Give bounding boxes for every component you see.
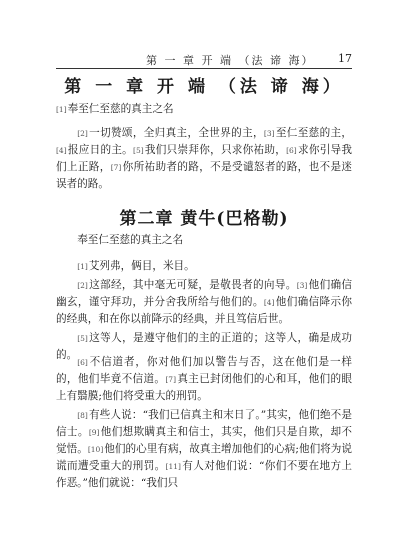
verse-number: [5]: [133, 146, 144, 155]
verse-text: 艾列弗，俩目，米目。: [88, 260, 195, 272]
verse-paragraph-2: [56, 277, 352, 328]
verse-text: 他们想欺瞒真主和信士，其实，他们只是自欺，却不觉悟。: [56, 426, 352, 455]
verse-text: 我们只崇拜你，只求你祐助，: [144, 144, 287, 156]
verse-paragraph-5: [56, 407, 352, 492]
verse-number: [2]: [77, 281, 88, 290]
verse-number: [6]: [286, 146, 297, 155]
running-header-title: 第 一 章 开 端 （法 谛 海）: [146, 54, 315, 67]
verse-text: 你所祐助者的路，不是受谴怒者的路，也不是迷误者的路。: [56, 161, 352, 190]
verse-text: 有些人说：“我们已信真主和末日了。”其实，他们绝不是信士。: [56, 409, 352, 438]
verse-text: 这部经，其中毫无可疑，是敬畏者的向导。: [88, 279, 297, 291]
verse-text: 真主已封闭他们的心和耳，他们的眼上有翳膜;他们将受重大的刑罚。: [56, 373, 352, 402]
verse-number: [4]: [263, 298, 275, 307]
verse-number: [2]: [77, 129, 88, 138]
verse-number: [9]: [88, 428, 100, 437]
verse-number: [10]: [87, 445, 104, 454]
verse-text: 求你引导我们上正路，: [56, 144, 353, 173]
chapter-1-basmala: [56, 101, 352, 118]
verse-text: 这等人，是遵守他们的主的正道的；这等人，确是成功的。: [56, 332, 352, 361]
page-number: 17: [338, 52, 352, 65]
verse-text: 奉至仁至慈的真主之名: [67, 103, 174, 115]
running-header: [56, 52, 352, 69]
verse-paragraph-1: [56, 258, 352, 275]
chapter-2-basmala: 奉至仁至慈的真主之名: [77, 234, 184, 246]
verse-number: [4]: [56, 146, 67, 155]
verse-number: [3]: [263, 129, 275, 138]
verse-number: [8]: [77, 411, 88, 420]
verse-number: [7]: [165, 375, 176, 384]
verse-text: 一切赞颂，全归真主，全世界的主，: [88, 127, 264, 139]
verse-text: 不信道者，你对他们加以警告与否，这在他们是一样的，他们毕竟不信道。: [56, 356, 352, 385]
verse-text: 至仁至慈的主，: [275, 127, 353, 139]
verse-text: 他们确信降示你的经典，和在你以前降示的经典，并且笃信后世。: [56, 296, 352, 325]
verse-number: [1]: [56, 105, 67, 114]
chapter-1-title: 第 一 章 开 端 （法 谛 海）: [64, 77, 344, 97]
verse-number: [7]: [110, 163, 122, 172]
verse-number: [5]: [77, 334, 88, 343]
chapter-2-title: 第二章 黄牛(巴格勒): [119, 209, 289, 229]
verse-text: 有人对他们说：“你们不要在地方上作恶。”他们就说：“我们只: [56, 460, 352, 489]
verse-number: [6]: [77, 358, 88, 367]
chapter-1-verses-paragraph: [56, 125, 352, 193]
verse-text: 他们确信幽玄，谨守拜功，并分舍我所给与他们的。: [56, 279, 353, 308]
verse-number: [3]: [296, 281, 308, 290]
verse-text: 他们的心里有病，故真主增加他们的心病;他们将为说谎而遭受重大的刑罚。: [56, 443, 353, 472]
verse-text: 报应日的主。: [67, 144, 134, 156]
verse-number: [1]: [77, 262, 88, 271]
verse-paragraph-4: [56, 354, 352, 405]
verse-number: [11]: [165, 462, 181, 471]
